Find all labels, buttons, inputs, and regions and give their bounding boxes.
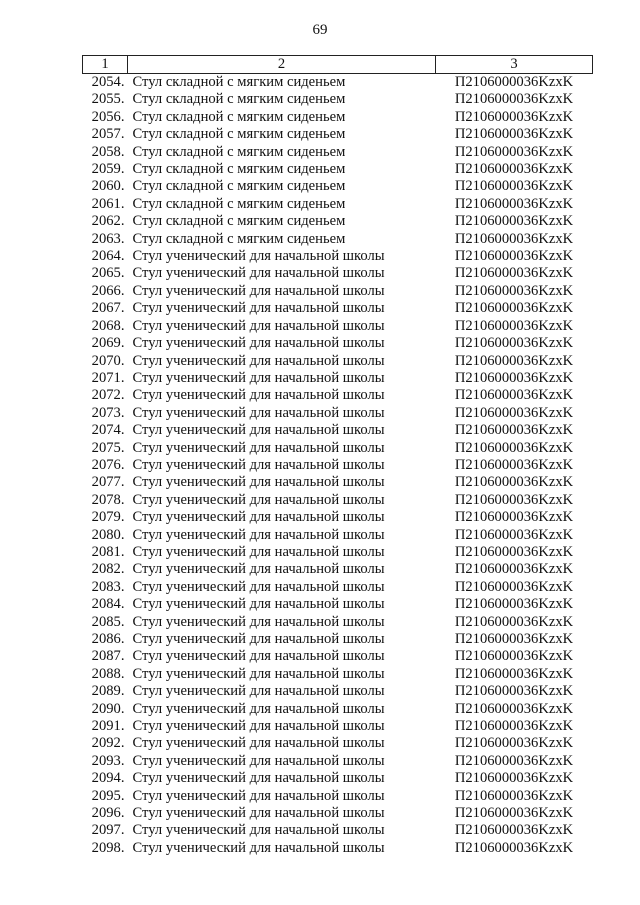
row-number: 2067. xyxy=(91,300,125,317)
row-number: 2064. xyxy=(91,248,125,265)
row-number: 2092. xyxy=(91,735,125,752)
table-row xyxy=(83,126,593,143)
row-number: 2086. xyxy=(91,631,125,647)
row-number: 2056. xyxy=(91,108,125,125)
item-name: Стул ученический для начальной школы xyxy=(132,265,385,282)
item-name: Стул ученический для начальной школы xyxy=(132,839,385,856)
table-row xyxy=(83,735,593,752)
item-name: Стул ученический для начальной школы xyxy=(132,317,385,334)
column-header-code: 3 xyxy=(436,56,593,74)
table-row xyxy=(83,353,593,370)
item-code: П2106000036KzxK xyxy=(454,300,574,317)
row-number: 2074. xyxy=(91,422,125,439)
item-code: П2106000036KzxK xyxy=(454,700,574,717)
table-row xyxy=(83,248,593,265)
table-row xyxy=(83,74,593,92)
table-body xyxy=(83,74,593,858)
table-row xyxy=(83,335,593,352)
row-number: 2069. xyxy=(91,335,125,352)
table-row xyxy=(83,440,593,457)
row-number: 2057. xyxy=(91,126,125,143)
item-code: П2106000036KzxK xyxy=(454,265,574,282)
item-name: Стул ученический для начальной школы xyxy=(132,805,385,822)
table-row xyxy=(83,144,593,161)
row-number: 2075. xyxy=(91,439,125,456)
row-number: 2097. xyxy=(91,822,125,839)
item-code: П2106000036KzxK xyxy=(454,369,574,386)
table-row xyxy=(83,370,593,387)
item-name: Стул ученический для начальной школы xyxy=(132,770,385,787)
table-row xyxy=(83,196,593,213)
item-code: П2106000036KzxK xyxy=(454,561,574,578)
table-row xyxy=(83,788,593,805)
row-number: 2066. xyxy=(91,282,125,299)
item-code: П2106000036KzxK xyxy=(454,161,574,178)
page-number: 69 xyxy=(312,22,328,38)
item-code: П2106000036KzxK xyxy=(454,126,574,143)
table-row xyxy=(83,666,593,683)
item-code: П2106000036KzxK xyxy=(454,665,574,682)
item-name: Стул ученический для начальной школы xyxy=(132,248,385,265)
table-row xyxy=(83,840,593,857)
row-number: 2083. xyxy=(91,578,125,595)
table-row xyxy=(83,596,593,613)
item-code: П2106000036KzxK xyxy=(454,752,574,769)
item-code: П2106000036KzxK xyxy=(454,335,574,352)
table-row xyxy=(83,544,593,561)
table-row xyxy=(83,405,593,422)
item-code: П2106000036KzxK xyxy=(454,474,574,491)
item-name: Стул складной с мягким сиденьем xyxy=(132,195,346,212)
table-row xyxy=(83,178,593,195)
table-row xyxy=(83,718,593,735)
row-number: 2063. xyxy=(91,230,125,247)
item-code: П2106000036KzxK xyxy=(454,422,574,439)
row-number: 2085. xyxy=(91,613,125,630)
item-code: П2106000036KzxK xyxy=(454,230,574,247)
item-code: П2106000036KzxK xyxy=(454,683,574,700)
item-code: П2106000036KzxK xyxy=(454,596,574,613)
row-number: 2058. xyxy=(91,143,125,160)
item-code: П2106000036KzxK xyxy=(454,91,574,108)
table-row xyxy=(83,822,593,839)
table-row xyxy=(83,527,593,544)
item-name: Стул ученический для начальной школы xyxy=(132,387,385,404)
row-number: 2088. xyxy=(91,665,125,682)
item-code: П2106000036KzxK xyxy=(454,74,574,90)
row-number: 2080. xyxy=(91,526,125,543)
row-number: 2098. xyxy=(91,839,125,856)
table-row xyxy=(83,265,593,282)
row-number: 2090. xyxy=(91,700,125,717)
table-row xyxy=(83,753,593,770)
row-number: 2059. xyxy=(91,161,125,178)
item-code: П2106000036KzxK xyxy=(454,282,574,299)
item-code: П2106000036KzxK xyxy=(454,718,574,735)
table-row xyxy=(83,387,593,404)
item-name: Стул ученический для начальной школы xyxy=(132,718,385,735)
table-row xyxy=(83,213,593,230)
item-code: П2106000036KzxK xyxy=(454,213,574,230)
table-row xyxy=(83,683,593,700)
row-number: 2094. xyxy=(91,770,125,787)
item-name: Стул ученический для начальной школы xyxy=(132,613,385,630)
item-name: Стул ученический для начальной школы xyxy=(132,282,385,299)
item-name: Стул ученический для начальной школы xyxy=(132,369,385,386)
item-code: П2106000036KzxK xyxy=(454,178,574,195)
table-row xyxy=(83,509,593,526)
item-name: Стул ученический для начальной школы xyxy=(132,491,385,508)
item-code: П2106000036KzxK xyxy=(454,143,574,160)
table-row xyxy=(83,318,593,335)
item-name: Стул ученический для начальной школы xyxy=(132,509,385,526)
table-row xyxy=(83,283,593,300)
row-number: 2089. xyxy=(91,683,125,700)
header-row xyxy=(83,56,593,74)
row-number: 2060. xyxy=(91,178,125,195)
table-row xyxy=(83,579,593,596)
inventory-table-container xyxy=(82,55,592,857)
item-name: Стул ученический для начальной школы xyxy=(132,665,385,682)
item-name: Стул складной с мягким сиденьем xyxy=(132,161,346,178)
item-name: Стул складной с мягким сиденьем xyxy=(132,178,346,195)
item-name: Стул складной с мягким сиденьем xyxy=(132,74,346,90)
item-name: Стул ученический для начальной школы xyxy=(132,752,385,769)
item-name: Стул ученический для начальной школы xyxy=(132,456,385,473)
table-row xyxy=(83,770,593,787)
table-row xyxy=(83,231,593,248)
row-number: 2077. xyxy=(91,474,125,491)
item-code: П2106000036KzxK xyxy=(454,735,574,752)
column-header-name: 2 xyxy=(128,56,436,74)
item-name: Стул ученический для начальной школы xyxy=(132,735,385,752)
item-name: Стул ученический для начальной школы xyxy=(132,526,385,543)
item-name: Стул ученический для начальной школы xyxy=(132,561,385,578)
row-number: 2062. xyxy=(91,213,125,230)
item-code: П2106000036KzxK xyxy=(454,108,574,125)
row-number: 2071. xyxy=(91,369,125,386)
table-row xyxy=(83,805,593,822)
inventory-table xyxy=(82,55,593,857)
row-number: 2091. xyxy=(91,718,125,735)
item-name: Стул складной с мягким сиденьем xyxy=(132,143,346,160)
item-name: Стул ученический для начальной школы xyxy=(132,631,385,647)
item-code: П2106000036KzxK xyxy=(454,248,574,265)
item-code: П2106000036KzxK xyxy=(454,404,574,421)
item-code: П2106000036KzxK xyxy=(454,648,574,665)
item-code: П2106000036KzxK xyxy=(454,352,574,369)
item-code: П2106000036KzxK xyxy=(454,631,574,647)
row-number: 2055. xyxy=(91,91,125,108)
item-name: Стул ученический для начальной школы xyxy=(132,683,385,700)
item-code: П2106000036KzxK xyxy=(454,613,574,630)
item-code: П2106000036KzxK xyxy=(454,822,574,839)
table-row xyxy=(83,561,593,578)
item-code: П2106000036KzxK xyxy=(454,526,574,543)
row-number: 2087. xyxy=(91,648,125,665)
table-row xyxy=(83,631,593,648)
table-row xyxy=(83,91,593,108)
table-row xyxy=(83,492,593,509)
item-name: Стул ученический для начальной школы xyxy=(132,474,385,491)
item-name: Стул складной с мягким сиденьем xyxy=(132,230,346,247)
column-header-number: 1 xyxy=(83,56,128,74)
item-name: Стул складной с мягким сиденьем xyxy=(132,126,346,143)
item-name: Стул ученический для начальной школы xyxy=(132,787,385,804)
row-number: 2079. xyxy=(91,509,125,526)
item-code: П2106000036KzxK xyxy=(454,317,574,334)
row-number: 2072. xyxy=(91,387,125,404)
row-number: 2054. xyxy=(91,74,125,90)
item-code: П2106000036KzxK xyxy=(454,195,574,212)
item-name: Стул складной с мягким сиденьем xyxy=(132,108,346,125)
table-row xyxy=(83,701,593,718)
table-row xyxy=(83,457,593,474)
row-number: 2096. xyxy=(91,805,125,822)
item-name: Стул ученический для начальной школы xyxy=(132,422,385,439)
row-number: 2093. xyxy=(91,752,125,769)
item-code: П2106000036KzxK xyxy=(454,839,574,856)
item-code: П2106000036KzxK xyxy=(454,787,574,804)
item-name: Стул ученический для начальной школы xyxy=(132,596,385,613)
item-name: Стул ученический для начальной школы xyxy=(132,300,385,317)
item-code: П2106000036KzxK xyxy=(454,578,574,595)
item-code: П2106000036KzxK xyxy=(454,543,574,560)
item-name: Стул ученический для начальной школы xyxy=(132,648,385,665)
item-code: П2106000036KzxK xyxy=(454,439,574,456)
item-code: П2106000036KzxK xyxy=(454,770,574,787)
item-name: Стул складной с мягким сиденьем xyxy=(132,91,346,108)
item-code: П2106000036KzxK xyxy=(454,805,574,822)
row-number: 2073. xyxy=(91,404,125,421)
table-row xyxy=(83,614,593,631)
row-number: 2078. xyxy=(91,491,125,508)
item-name: Стул ученический для начальной школы xyxy=(132,404,385,421)
item-code: П2106000036KzxK xyxy=(454,491,574,508)
row-number: 2070. xyxy=(91,352,125,369)
table-row xyxy=(83,161,593,178)
item-code: П2106000036KzxK xyxy=(454,509,574,526)
row-number: 2095. xyxy=(91,787,125,804)
item-code: П2106000036KzxK xyxy=(454,456,574,473)
table-row xyxy=(83,648,593,665)
row-number: 2082. xyxy=(91,561,125,578)
item-name: Стул ученический для начальной школы xyxy=(132,822,385,839)
row-number: 2061. xyxy=(91,195,125,212)
item-name: Стул складной с мягким сиденьем xyxy=(132,213,346,230)
row-number: 2076. xyxy=(91,456,125,473)
row-number: 2065. xyxy=(91,265,125,282)
item-name: Стул ученический для начальной школы xyxy=(132,439,385,456)
table-row xyxy=(83,474,593,491)
row-number: 2084. xyxy=(91,596,125,613)
item-name: Стул ученический для начальной школы xyxy=(132,543,385,560)
table-row xyxy=(83,109,593,126)
table-header xyxy=(83,56,593,74)
item-name: Стул ученический для начальной школы xyxy=(132,352,385,369)
item-name: Стул ученический для начальной школы xyxy=(132,700,385,717)
table-row xyxy=(83,422,593,439)
table-row xyxy=(83,300,593,317)
item-name: Стул ученический для начальной школы xyxy=(132,578,385,595)
row-number: 2081. xyxy=(91,543,125,560)
row-number: 2068. xyxy=(91,317,125,334)
item-name: Стул ученический для начальной школы xyxy=(132,335,385,352)
item-code: П2106000036KzxK xyxy=(454,387,574,404)
